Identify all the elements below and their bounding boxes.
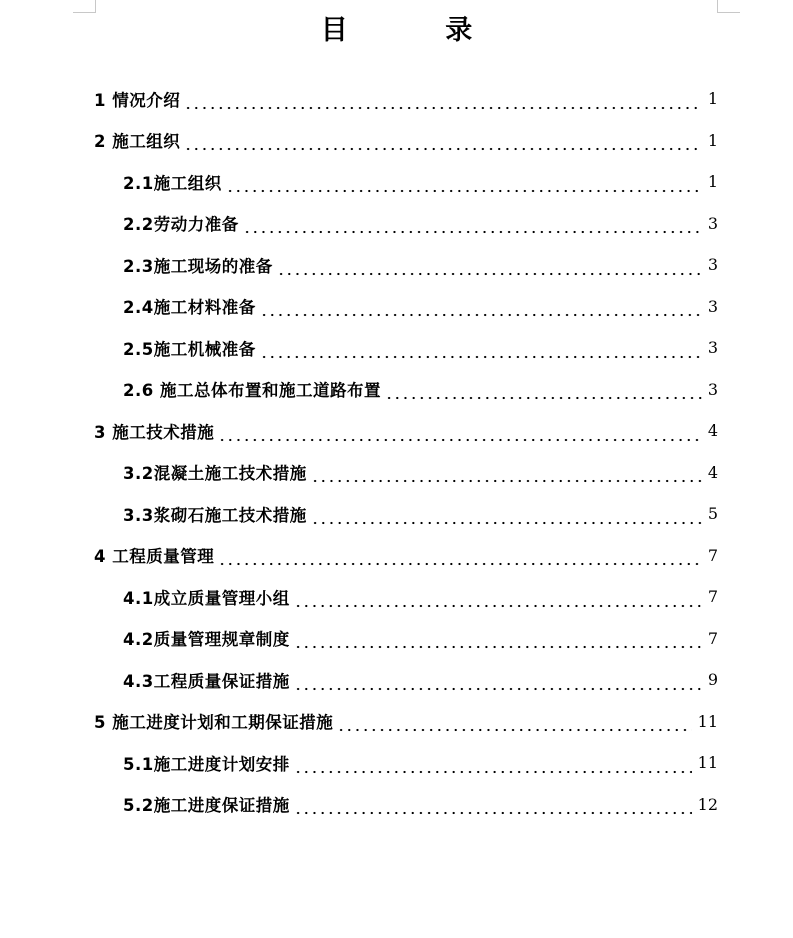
toc-entry-page: 4: [707, 421, 718, 441]
toc-entry-page: 3: [707, 213, 718, 233]
toc-entry[interactable]: [94, 576, 718, 618]
toc-entry[interactable]: [94, 120, 718, 162]
toc-entry[interactable]: [94, 410, 718, 452]
toc-dot-leader: [277, 262, 702, 276]
toc-entry-page: 1: [707, 172, 718, 192]
toc-entry-page: 5: [707, 504, 718, 524]
toc-dot-leader: [294, 801, 692, 815]
toc-entry-page: 3: [707, 379, 718, 399]
toc-entry-page: 7: [707, 587, 718, 607]
toc-entry-page: 1: [707, 130, 718, 150]
toc-entry-label: 4.3工程质量保证措施: [123, 671, 290, 691]
toc-entry[interactable]: [94, 78, 718, 120]
toc-dot-leader: [260, 303, 702, 317]
toc-entry-label: 5 施工进度计划和工期保证措施: [94, 713, 334, 733]
toc-entry-page: 11: [697, 711, 718, 731]
toc-entry-label: 5.2施工进度保证措施: [123, 796, 290, 816]
toc-entry[interactable]: [94, 369, 718, 411]
toc-entry-label: 2.1施工组织: [123, 173, 222, 193]
toc-dot-leader: [385, 386, 702, 400]
toc-entry-page: 3: [707, 255, 718, 275]
toc-entry[interactable]: [94, 493, 718, 535]
toc-entry-page: 3: [707, 338, 718, 358]
toc-entry[interactable]: [94, 618, 718, 660]
toc-entry-label: 4 工程质量管理: [94, 547, 215, 567]
toc-dot-leader: [337, 718, 691, 732]
toc-entry-label: 2.4施工材料准备: [123, 298, 256, 318]
toc-entry-label: 3.3浆砌石施工技术措施: [123, 505, 307, 525]
toc-entry-label: 1 情况介绍: [94, 90, 181, 110]
toc-dot-leader: [311, 469, 702, 483]
toc-entry-label: 5.1施工进度计划安排: [123, 754, 290, 774]
toc-entry[interactable]: [94, 452, 718, 494]
toc-dot-leader: [311, 511, 702, 525]
page-title: 目 录: [320, 15, 517, 46]
toc-dot-leader: [294, 760, 692, 774]
toc-dot-leader: [294, 594, 702, 608]
toc-entry[interactable]: [94, 659, 718, 701]
table-of-contents: [94, 78, 718, 825]
toc-entry[interactable]: [94, 701, 718, 743]
toc-entry-page: 7: [707, 628, 718, 648]
toc-dot-leader: [260, 345, 702, 359]
toc-dot-leader: [226, 179, 702, 193]
toc-entry[interactable]: [94, 535, 718, 577]
toc-entry-label: 4.2质量管理规章制度: [123, 630, 290, 650]
toc-entry-page: 3: [707, 296, 718, 316]
toc-entry[interactable]: [94, 161, 718, 203]
toc-entry-page: 7: [707, 545, 718, 565]
toc-dot-leader: [218, 428, 702, 442]
toc-entry-label: 3.2混凝土施工技术措施: [123, 464, 307, 484]
toc-entry[interactable]: [94, 244, 718, 286]
toc-entry-label: 2.5施工机械准备: [123, 339, 256, 359]
toc-dot-leader: [184, 137, 702, 151]
toc-entry-page: 11: [697, 753, 718, 773]
toc-entry[interactable]: [94, 742, 718, 784]
toc-dot-leader: [294, 677, 702, 691]
toc-dot-leader: [294, 635, 702, 649]
toc-entry-label: 2 施工组织: [94, 132, 181, 152]
toc-entry-label: 2.3施工现场的准备: [123, 256, 273, 276]
toc-entry-label: 3 施工技术措施: [94, 422, 215, 442]
toc-dot-leader: [184, 96, 702, 110]
toc-entry[interactable]: [94, 327, 718, 369]
toc-entry[interactable]: [94, 784, 718, 826]
toc-entry-page: 9: [707, 670, 718, 690]
toc-entry-label: 2.6 施工总体布置和施工道路布置: [123, 381, 381, 401]
toc-entry[interactable]: [94, 286, 718, 328]
toc-dot-leader: [243, 220, 702, 234]
toc-entry-label: 2.2劳动力准备: [123, 215, 239, 235]
toc-entry-page: 12: [697, 794, 718, 814]
toc-dot-leader: [218, 552, 702, 566]
toc-entry-page: 4: [707, 462, 718, 482]
toc-entry-label: 4.1成立质量管理小组: [123, 588, 290, 608]
toc-entry[interactable]: [94, 203, 718, 245]
toc-entry-page: 1: [707, 89, 718, 109]
